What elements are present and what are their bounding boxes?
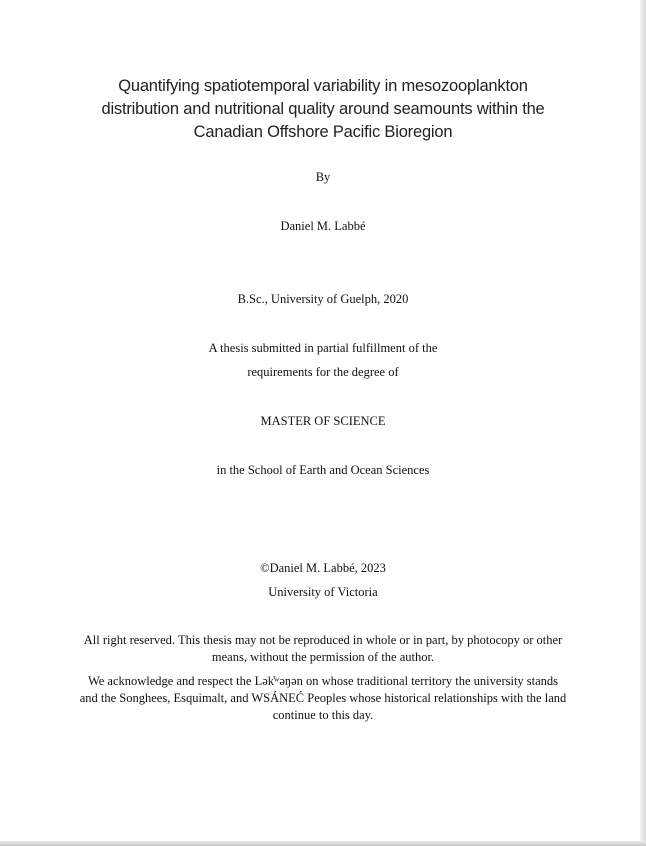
thesis-title: [40, 75, 606, 144]
thesis-title-line-3: Canadian Offshore Pacific Bioregion: [193, 123, 453, 141]
by-label: By: [315, 170, 331, 184]
degree-name: MASTER OF SCIENCE: [260, 414, 386, 428]
land-acknowledgement: [56, 673, 590, 724]
prior-degree: B.Sc., University of Guelph, 2020: [237, 292, 409, 306]
land-acknowledgement-line-3: continue to this day.: [272, 708, 374, 722]
page-bottom-edge: [0, 841, 646, 846]
rights-notice-line-2: means, without the permission of the author.: [211, 650, 435, 664]
submission-statement-line-2: requirements for the degree of: [247, 365, 399, 379]
school-name: in the School of Earth and Ocean Sciences: [216, 463, 430, 477]
page-edge-shadow: [640, 0, 646, 846]
rights-notice-line-1: All right reserved. This thesis may not be reproduced in whole or in part, by photocopy or other: [83, 633, 563, 647]
copyright-notice: ©Daniel M. Labbé, 2023: [260, 561, 386, 575]
land-acknowledgement-line-1: We acknowledge and respect the Lək̓ʷəŋən on whose traditional territory the university stands: [87, 674, 559, 688]
submission-statement-line-1: A thesis submitted in partial fulfillment of the: [208, 341, 438, 355]
land-acknowledgement-line-2: and the Songhees, Esquimalt, and WSÁNEĆ Peoples whose historical relationships with the land: [79, 691, 567, 705]
author-name: Daniel M. Labbé: [280, 219, 366, 233]
rights-notice: [56, 632, 590, 666]
thesis-title-line-2: distribution and nutritional quality around seamounts within the: [101, 100, 545, 118]
thesis-title-line-1: Quantifying spatiotemporal variability in mesozooplankton: [118, 77, 528, 95]
university-name: University of Victoria: [268, 585, 378, 599]
